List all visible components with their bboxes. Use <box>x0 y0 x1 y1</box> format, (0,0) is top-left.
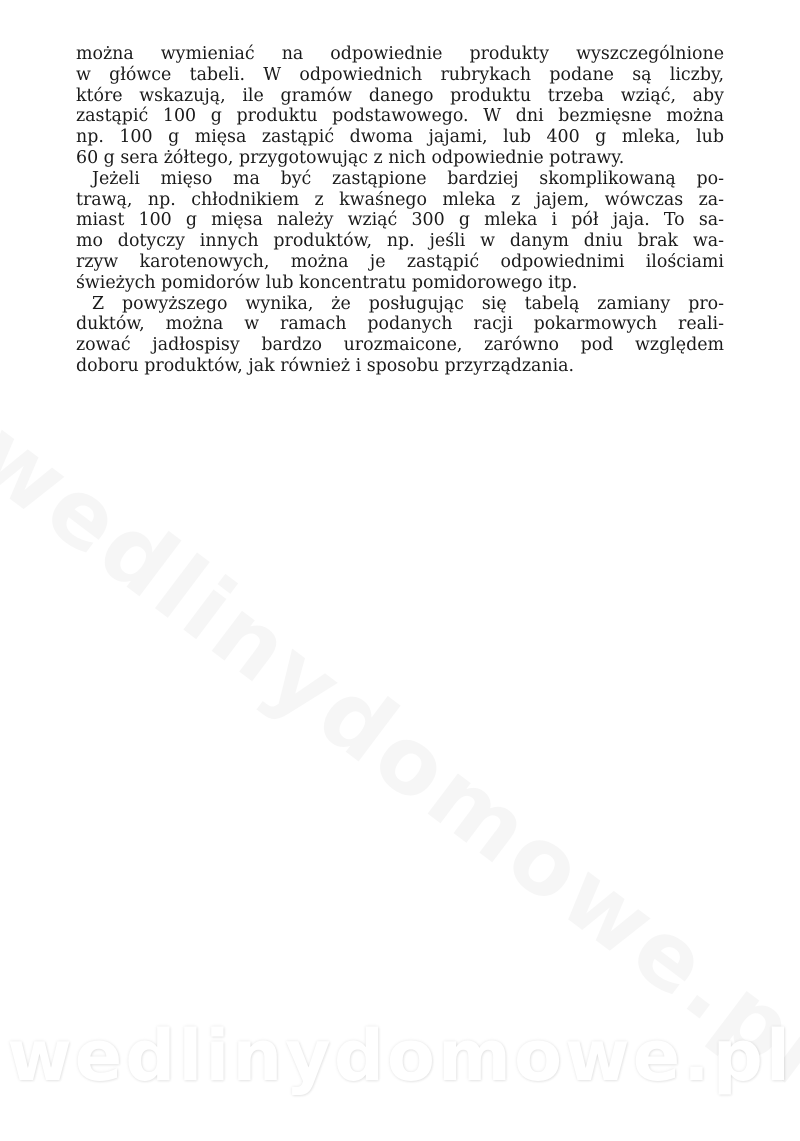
text-line: zować jadłospisy bardzo urozmaicone, zarówno pod względem <box>76 335 724 356</box>
text-line: które wskazują, ile gramów danego produktu trzeba wziąć, aby <box>76 85 724 106</box>
text-line: duktów, można w ramach podanych racji pokarmowych reali- <box>76 314 724 335</box>
watermark-bottom: wedlinydomowe.pl <box>7 1015 793 1097</box>
text-line: trawą, np. chłodnikiem z kwaśnego mleka z jajem, wówczas za- <box>76 189 724 210</box>
watermark-diagonal <box>0 400 800 1108</box>
text-line-indented: Z powyższego wynika, że posługując się tabelą zamiany pro- <box>92 293 724 314</box>
text-line: w główce tabeli. W odpowiednich rubrykach podane są liczby, <box>76 64 724 85</box>
text-line: np. 100 g mięsa zastąpić dwoma jajami, lub 400 g mleka, lub <box>76 127 724 148</box>
text-line: świeżych pomidorów lub koncentratu pomidorowego itp. <box>76 272 578 293</box>
text-line: rzyw karotenowych, można je zastąpić odpowiednimi ilościami <box>76 251 724 272</box>
text-line-indented: Jeżeli mięso ma być zastąpione bardziej skomplikowaną po- <box>92 168 724 189</box>
text-line: zastąpić 100 g produktu podstawowego. W dni bezmięsne można <box>76 106 724 127</box>
body-text <box>76 44 724 377</box>
text-line: miast 100 g mięsa należy wziąć 300 g mleka i pół jaja. To sa- <box>76 210 724 231</box>
text-line: doboru produktów, jak również i sposobu przyrządzania. <box>76 355 575 376</box>
text-line: 60 g sera żółtego, przygotowując z nich odpowiednie potrawy. <box>76 147 625 168</box>
text-line: mo dotyczy innych produktów, np. jeśli w danym dniu brak wa- <box>76 231 724 252</box>
text-line: można wymieniać na odpowiednie produkty wyszczególnione <box>76 44 724 64</box>
